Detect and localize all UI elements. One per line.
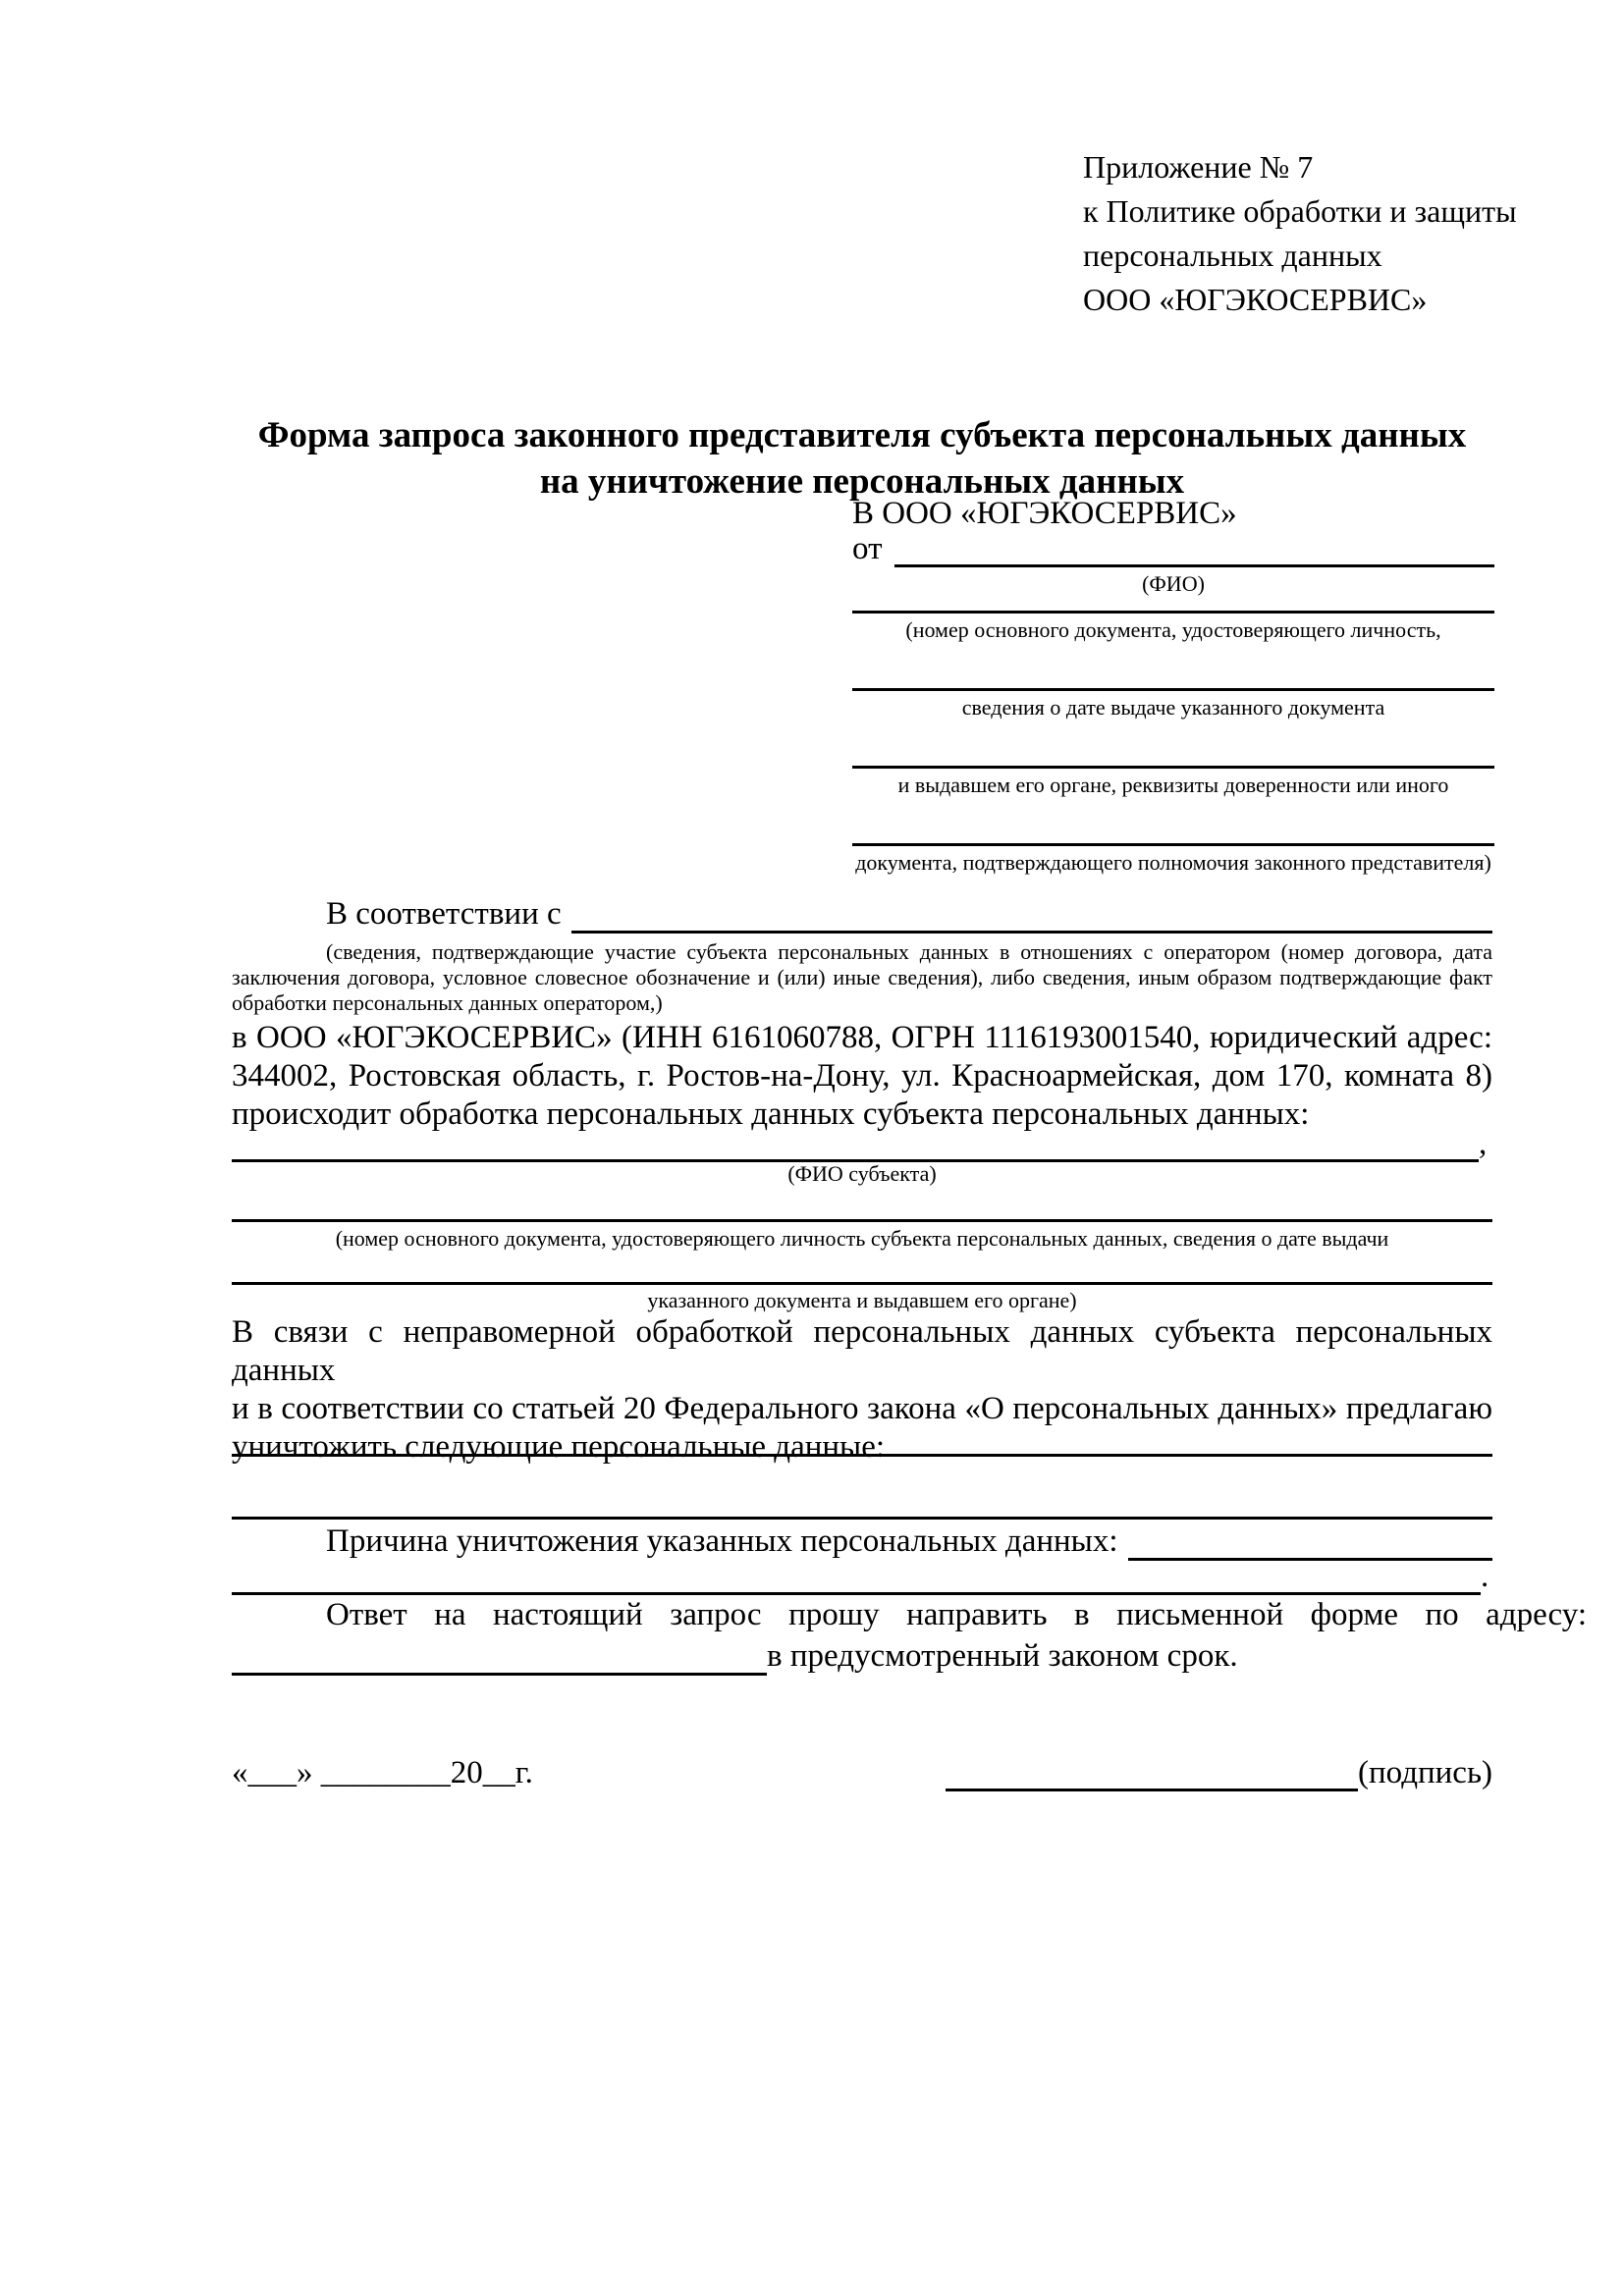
addressee-block [852, 496, 1494, 876]
note-line: (сведения, подтверждающие участие субъекта персональных данных в отношениях с оператором (номер договора, дата [326, 939, 1492, 964]
paragraph-line: В связи с неправомерной обработкой персональных данных субъекта персональных данных [232, 1314, 1492, 1388]
caption-subject-doc1: (номер основного документа, удостоверяющего личность субъекта персональных данных, сведения о дате выдачи [335, 1226, 1389, 1251]
basis-note [232, 939, 1492, 1016]
note-line: обработки персональных данных оператором,) [232, 990, 663, 1015]
reason-continuation-row [232, 1559, 1492, 1595]
appendix-line: к Политике обработки и защиты [1083, 193, 1517, 229]
reason-row [232, 1522, 1492, 1561]
basis-blank-line [571, 901, 1492, 934]
reason-label: Причина уничтожения указанных персональных данных: [326, 1523, 1118, 1559]
paragraph-line: 344002, Ростовская область, г. Ростов-на-Дону, ул. Красноармейская, дом 170, комната 8) [232, 1058, 1492, 1094]
doc-blank-line [852, 643, 1494, 691]
caption-doc1: (номер основного документа, удостоверяющего личность, [905, 617, 1441, 642]
subject-doc-blank-line [232, 1190, 1492, 1222]
from-label: от [852, 531, 883, 566]
title-line: на уничтожение персональных данных [539, 461, 1185, 502]
date-field: «___» ________20__г. [232, 1755, 533, 1790]
doc-blank-line [852, 721, 1494, 769]
trailing-period: . [1481, 1559, 1489, 1594]
fio-blank-line [894, 539, 1495, 567]
basis-lead: В соответствии с [326, 896, 562, 932]
title-line: Форма запроса законного представителя субъекта персональных данных [257, 415, 1467, 455]
data-blank-line [232, 1425, 1492, 1457]
reason-blank-line [232, 1567, 1481, 1595]
caption-doc2: сведения о дате выдаче указанного документа [961, 695, 1385, 720]
caption-subject-doc2: указанного документа и выдавшем его органе) [647, 1288, 1077, 1312]
appendix-line: Приложение № 7 [1083, 149, 1314, 185]
address-blank-line [232, 1643, 767, 1676]
footer-row [232, 1755, 1492, 1791]
paragraph-line: происходит обработка персональных данных субъекта персональных данных: [232, 1096, 1310, 1132]
doc-blank-line [852, 798, 1494, 846]
caption-doc3: и выдавшем его органе, реквизиты доверенности или иного [897, 773, 1449, 797]
note-line: заключения договора, условное словесное обозначение и (или) иные сведения), либо сведения, иным образом подтверждающие факт [232, 965, 1492, 989]
data-blank-line [232, 1486, 1492, 1520]
reply-line2-text: в предусмотренный законом срок. [767, 1638, 1238, 1674]
subject-fio-blank-line [232, 1132, 1479, 1162]
appendix-block [1083, 145, 1517, 322]
doc-blank-line [852, 597, 1494, 614]
trailing-comma: , [1479, 1126, 1488, 1161]
signature-caption: (подпись) [1358, 1755, 1492, 1790]
caption-subject-fio: (ФИО субъекта) [787, 1161, 937, 1186]
caption-doc4: документа, подтверждающего полномочия законного представителя) [855, 850, 1491, 875]
reply-line1: Ответ на настоящий запрос прошу направить в письменной форме по адресу: [326, 1597, 1587, 1632]
appendix-line: персональных данных [1083, 238, 1382, 273]
caption-fio: (ФИО) [1142, 571, 1205, 596]
appendix-line: ООО «ЮГЭКОСЕРВИС» [1083, 282, 1428, 317]
basis-row [232, 895, 1492, 934]
signature-blank-line [946, 1761, 1358, 1791]
reply-line2 [232, 1637, 1492, 1676]
reason-blank-line [1128, 1524, 1492, 1561]
addressee-from-row [852, 531, 1494, 567]
subject-doc-blank-line [232, 1255, 1492, 1285]
subject-fio-row [232, 1126, 1492, 1162]
paragraph-line: в ООО «ЮГЭКОСЕРВИС» (ИНН 6161060788, ОГРН 1116193001540, юридический адрес: [232, 1020, 1492, 1055]
document-title [232, 412, 1492, 505]
paragraph-line: и в соответствии со статьей 20 Федерального закона «О персональных данных» предлагаю [232, 1391, 1492, 1426]
addressee-to: В ООО «ЮГЭКОСЕРВИС» [852, 496, 1237, 531]
paragraph-line: уничтожить следующие персональные данные: [232, 1429, 886, 1465]
operator-paragraph [232, 1019, 1492, 1134]
